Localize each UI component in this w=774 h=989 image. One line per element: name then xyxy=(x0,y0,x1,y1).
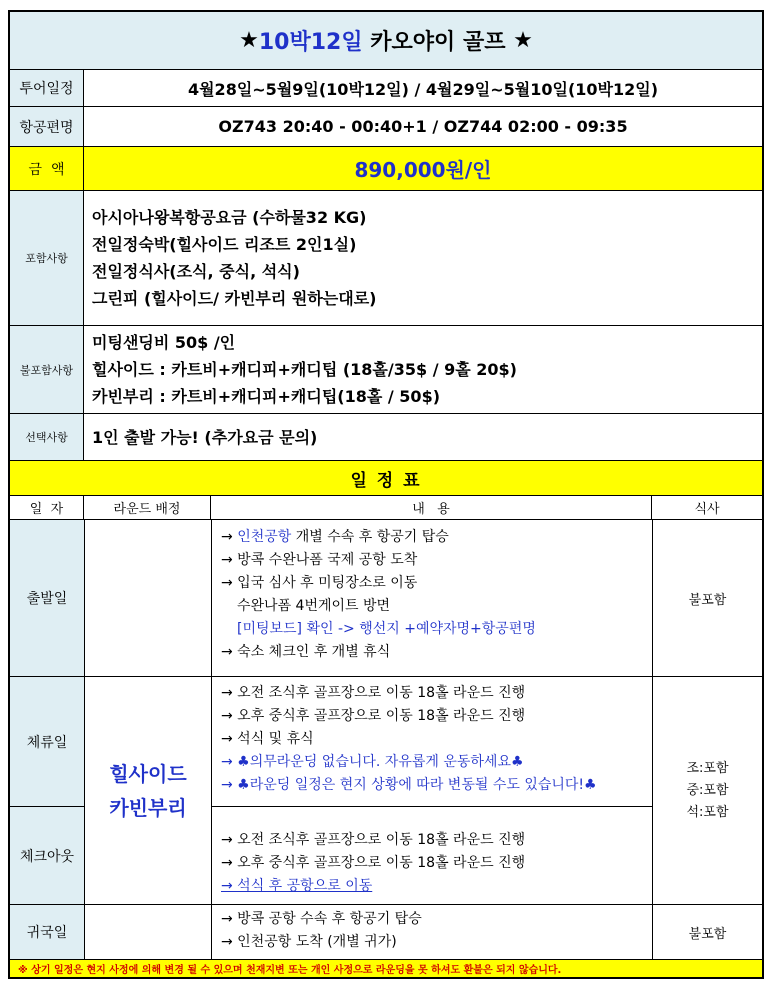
list-item: 아시아나왕복항공요금 (수하물32 KG) xyxy=(92,208,367,227)
list-item: → 오후 중식후 골프장으로 이동 18홀 라운드 진행 xyxy=(221,708,526,724)
tour-row xyxy=(10,70,762,107)
list-item: 전일정숙박(힐사이드 리조트 2인1실) xyxy=(92,235,357,254)
list-item: 카빈부리 : 카트비+캐디피+캐디팁(18홀 / 50$) xyxy=(92,387,441,406)
tour-sheet xyxy=(8,10,764,979)
excluded-list xyxy=(92,326,756,413)
flight-value: OZ743 20:40 - 00:40+1 / OZ744 02:00 - 09:35 xyxy=(218,117,628,136)
list-item: → 오전 조식후 골프장으로 이동 18홀 라운드 진행 xyxy=(221,832,526,848)
round-assignment xyxy=(85,677,211,904)
list-item: 미팅샌딩비 50$ /인 xyxy=(92,333,236,352)
meal-dinner: 석:포함 xyxy=(686,804,729,820)
optional-text: 1인 출발 가능! (추가요금 문의) xyxy=(92,427,318,447)
list-item: → 방콕 수완나폼 국제 공항 도착 xyxy=(221,552,418,568)
day4-content xyxy=(213,908,649,954)
included-label: 포함사항 xyxy=(10,191,84,325)
divider xyxy=(211,520,212,959)
list-item: → 방콕 공항 수속 후 항공기 탑승 xyxy=(221,911,422,927)
included-list xyxy=(92,191,756,325)
list-item: → 인천공항 개별 수속 후 항공기 탑승 xyxy=(221,529,449,545)
divider xyxy=(10,904,762,905)
list-item: → 인천공항 도착 (개별 귀가) xyxy=(221,934,397,950)
day-label-checkout: 체크아웃 xyxy=(10,807,84,904)
tour-label: 투어일정 xyxy=(10,70,84,106)
course-hillside: 힐사이드 xyxy=(109,761,187,786)
meal-stay xyxy=(653,677,762,904)
list-item: → 오전 조식후 골프장으로 이동 18홀 라운드 진행 xyxy=(221,685,526,701)
day-label-return: 귀국일 xyxy=(10,905,84,959)
tour-value: 4월28일~5월9일(10박12일) / 4월29일~5월10일(10박12일) xyxy=(187,79,659,99)
optional-label: 선택사항 xyxy=(10,414,84,460)
notice: ※ 상기 일정은 현지 사정에 의해 변경 될 수 있으며 천재지변 또는 개인 사정으로 라운딩을 못 하셔도 환불은 되지 않습니다. xyxy=(10,959,762,977)
schedule-title: 일 정 표 xyxy=(10,461,762,496)
included-row xyxy=(10,191,762,326)
schedule-header xyxy=(10,496,762,520)
list-item: → 입국 심사 후 미팅장소로 이동 xyxy=(221,575,418,591)
day-label-stay: 체류일 xyxy=(10,677,84,806)
title-text: 카오야이 골프 xyxy=(362,30,514,55)
optional-row xyxy=(10,414,762,461)
optional-value xyxy=(92,414,756,460)
title-nights: 10박12일 xyxy=(258,30,363,55)
price-row xyxy=(10,147,762,191)
page-title xyxy=(10,12,762,70)
meal-departure: 불포함 xyxy=(688,592,727,608)
excluded-row xyxy=(10,326,762,414)
star-icon: ★ xyxy=(239,28,259,53)
list-item: → 숙소 체크인 후 개별 휴식 xyxy=(221,644,391,660)
divider xyxy=(211,806,652,807)
incheon-airport: 인천공항 xyxy=(237,529,292,545)
meal-breakfast: 조:포함 xyxy=(686,760,729,776)
day3-content xyxy=(213,829,649,898)
price-label: 금 액 xyxy=(10,147,84,190)
header-day: 일 자 xyxy=(10,496,84,519)
list-item: 힐사이드 : 카트비+캐디피+캐디팁 (18홀/35$ / 9홀 20$) xyxy=(92,360,517,379)
list-item: 그린피 (힐사이드/ 카빈부리 원하는대로) xyxy=(92,289,377,308)
meal-lunch: 중:포함 xyxy=(686,782,729,798)
excluded-label: 불포함사항 xyxy=(10,326,84,413)
flight-row xyxy=(10,107,762,147)
list-item: 전일정식사(조식, 중식, 석식) xyxy=(92,262,300,281)
list-item: → 석식 및 휴식 xyxy=(221,731,314,747)
schedule-body xyxy=(10,520,762,959)
list-item: → 오후 중식후 골프장으로 이동 18홀 라운드 진행 xyxy=(221,855,526,871)
day2-content xyxy=(213,682,649,797)
price-value: 890,000원/인 xyxy=(354,158,492,182)
list-item: 수완나폼 4번게이트 방면 xyxy=(237,598,391,614)
course-kabinburi: 카빈부리 xyxy=(109,795,187,820)
day-label-departure: 출발일 xyxy=(10,520,84,676)
list-item: → 석식 후 공항으로 이동 xyxy=(221,878,373,894)
list-item: → ♣의무라운딩 없습니다. 자유롭게 운동하세요♣ xyxy=(221,754,524,770)
list-item: → ♣라운딩 일정은 현지 상황에 따라 변동될 수도 있습니다!♣ xyxy=(221,777,597,793)
meal-return: 불포함 xyxy=(688,926,727,942)
star-icon: ★ xyxy=(513,28,533,53)
flight-label: 항공편명 xyxy=(10,107,84,146)
header-content: 내 용 xyxy=(211,496,652,519)
header-round: 라운드 배정 xyxy=(84,496,211,519)
header-meal: 식사 xyxy=(694,502,720,517)
day1-content xyxy=(213,526,649,664)
list-item: [미팅보드] 확인 -> 행선지 +예약자명+항공편명 xyxy=(237,621,536,637)
